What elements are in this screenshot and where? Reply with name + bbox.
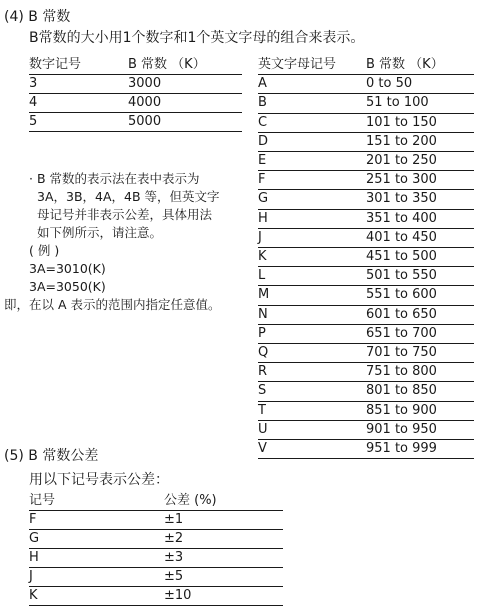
b-range-cell: 801 to 850 bbox=[366, 382, 474, 401]
table-row bbox=[258, 113, 474, 132]
tolerance-value-cell: ±5 bbox=[164, 568, 283, 587]
letter-code-cell: R bbox=[258, 363, 366, 382]
column-header: B 常数 （K） bbox=[128, 56, 242, 75]
table-row bbox=[258, 209, 474, 228]
b-constant-cell: 4000 bbox=[128, 94, 242, 113]
table-row bbox=[29, 568, 283, 587]
digit-code-table bbox=[29, 56, 242, 132]
b-range-cell: 251 to 300 bbox=[366, 171, 474, 190]
table-row bbox=[258, 382, 474, 401]
table-row bbox=[258, 190, 474, 209]
section-4-intro: B常数的大小用1个数字和1个英文字母的组合来表示。 bbox=[29, 30, 365, 46]
letter-code-cell: A bbox=[258, 75, 366, 94]
table-row bbox=[258, 132, 474, 151]
b-range-cell: 551 to 600 bbox=[366, 286, 474, 305]
b-range-cell: 51 to 100 bbox=[366, 94, 474, 113]
b-range-cell: 351 to 400 bbox=[366, 209, 474, 228]
b-range-cell: 0 to 50 bbox=[366, 75, 474, 94]
digit-code-cell: 5 bbox=[29, 113, 128, 132]
table-row bbox=[258, 94, 474, 113]
table-row bbox=[258, 324, 474, 343]
b-range-cell: 301 to 350 bbox=[366, 190, 474, 209]
table-row bbox=[258, 248, 474, 267]
b-range-cell: 101 to 150 bbox=[366, 113, 474, 132]
table-header-row bbox=[29, 56, 242, 75]
table-row bbox=[258, 228, 474, 247]
letter-code-cell: P bbox=[258, 324, 366, 343]
letter-code-cell: U bbox=[258, 420, 366, 439]
b-constant-cell: 3000 bbox=[128, 75, 242, 94]
tolerance-code-cell: F bbox=[29, 511, 164, 530]
digit-code-cell: 3 bbox=[29, 75, 128, 94]
b-range-cell: 601 to 650 bbox=[366, 305, 474, 324]
letter-code-cell: E bbox=[258, 152, 366, 171]
letter-code-cell: G bbox=[258, 190, 366, 209]
table-row bbox=[29, 549, 283, 568]
note-conclusion: 即，在以 A 表示的范围内指定任意值。 bbox=[4, 297, 221, 312]
letter-code-cell: J bbox=[258, 228, 366, 247]
letter-code-cell: S bbox=[258, 382, 366, 401]
b-range-cell: 451 to 500 bbox=[366, 248, 474, 267]
letter-code-cell: M bbox=[258, 286, 366, 305]
tolerance-code-cell: H bbox=[29, 549, 164, 568]
table-row bbox=[258, 363, 474, 382]
table-row bbox=[258, 344, 474, 363]
letter-code-cell: K bbox=[258, 248, 366, 267]
b-range-cell: 951 to 999 bbox=[366, 440, 474, 459]
table-row bbox=[258, 75, 474, 94]
letter-code-cell: T bbox=[258, 401, 366, 420]
b-range-cell: 651 to 700 bbox=[366, 324, 474, 343]
letter-code-cell: B bbox=[258, 94, 366, 113]
example-line: 3A=3010(K) bbox=[29, 261, 106, 276]
tolerance-value-cell: ±2 bbox=[164, 530, 283, 549]
table-row bbox=[258, 267, 474, 286]
table-header-row bbox=[29, 492, 283, 511]
digit-code-cell: 4 bbox=[29, 94, 128, 113]
b-range-cell: 151 to 200 bbox=[366, 132, 474, 151]
table-row bbox=[258, 171, 474, 190]
letter-code-cell: V bbox=[258, 440, 366, 459]
b-range-cell: 501 to 550 bbox=[366, 267, 474, 286]
tolerance-code-cell: J bbox=[29, 568, 164, 587]
note-line: · B 常数的表示法在表中表示为 bbox=[29, 171, 200, 186]
letter-code-cell: C bbox=[258, 113, 366, 132]
letter-code-cell: F bbox=[258, 171, 366, 190]
table-row bbox=[29, 530, 283, 549]
table-row bbox=[29, 94, 242, 113]
section-4-heading: (4) B 常数 bbox=[4, 9, 71, 25]
column-header: B 常数 （K） bbox=[366, 56, 474, 75]
letter-code-cell: H bbox=[258, 209, 366, 228]
table-row bbox=[29, 113, 242, 132]
table-row bbox=[258, 152, 474, 171]
note-line: 如下例所示，请注意。 bbox=[37, 225, 163, 240]
section-5-heading: (5) B 常数公差 bbox=[4, 448, 99, 464]
example-line: 3A=3050(K) bbox=[29, 279, 106, 294]
note-line: 3A，3B，4A，4B 等，但英文字 bbox=[37, 189, 220, 204]
tolerance-code-cell: G bbox=[29, 530, 164, 549]
letter-code-cell: D bbox=[258, 132, 366, 151]
b-constant-cell: 5000 bbox=[128, 113, 242, 132]
tolerance-table bbox=[29, 492, 283, 606]
tolerance-value-cell: ±1 bbox=[164, 511, 283, 530]
column-header: 数字记号 bbox=[29, 56, 128, 75]
table-row bbox=[29, 75, 242, 94]
table-row bbox=[258, 286, 474, 305]
b-range-cell: 701 to 750 bbox=[366, 344, 474, 363]
table-row bbox=[258, 401, 474, 420]
column-header: 英文字母记号 bbox=[258, 56, 366, 75]
table-row bbox=[258, 420, 474, 439]
table-row bbox=[258, 440, 474, 459]
tolerance-value-cell: ±3 bbox=[164, 549, 283, 568]
b-range-cell: 851 to 900 bbox=[366, 401, 474, 420]
table-row bbox=[258, 305, 474, 324]
tolerance-value-cell: ±10 bbox=[164, 587, 283, 606]
b-range-cell: 901 to 950 bbox=[366, 420, 474, 439]
table-row bbox=[29, 511, 283, 530]
letter-code-table bbox=[258, 56, 474, 459]
column-header: 公差 (%) bbox=[164, 492, 283, 511]
letter-code-cell: N bbox=[258, 305, 366, 324]
b-range-cell: 201 to 250 bbox=[366, 152, 474, 171]
b-range-cell: 401 to 450 bbox=[366, 228, 474, 247]
section-5-intro: 用以下记号表示公差： bbox=[29, 472, 169, 488]
example-label: ( 例 ) bbox=[29, 243, 60, 258]
tolerance-code-cell: K bbox=[29, 587, 164, 606]
column-header: 记号 bbox=[29, 492, 164, 511]
note-line: 母记号并非表示公差，具体用法 bbox=[37, 207, 213, 222]
b-range-cell: 751 to 800 bbox=[366, 363, 474, 382]
letter-code-cell: Q bbox=[258, 344, 366, 363]
letter-code-cell: L bbox=[258, 267, 366, 286]
table-header-row bbox=[258, 56, 474, 75]
table-row bbox=[29, 587, 283, 606]
